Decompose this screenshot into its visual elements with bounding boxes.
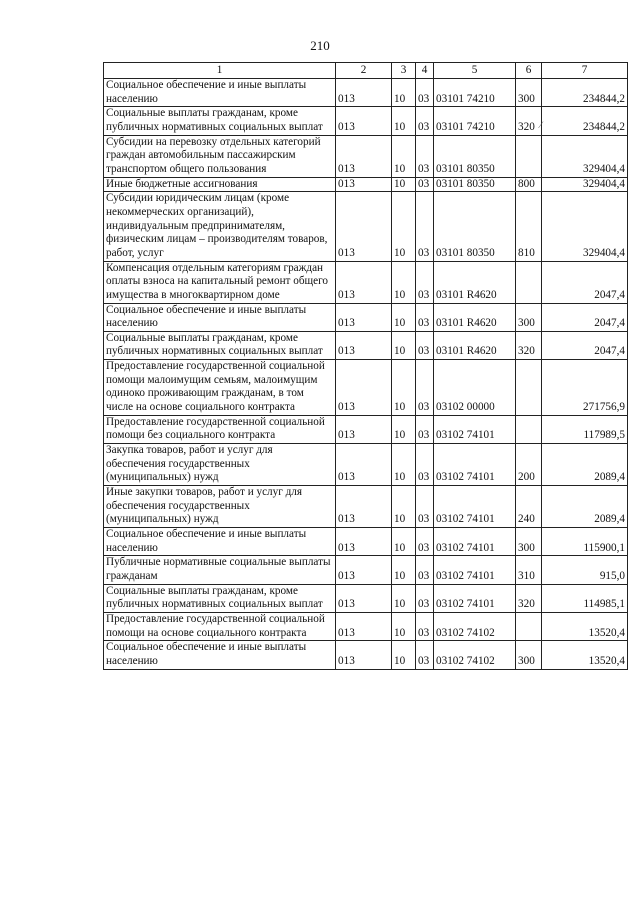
admin-code-cell: 013 [336,360,392,416]
column-header: 7 [542,63,628,79]
expense-type-cell [516,612,542,640]
column-header: 3 [392,63,416,79]
row-name-cell: Иные бюджетные ассигнования [104,177,336,192]
amount-cell: 271756,9 [542,360,628,416]
admin-code-cell: 013 [336,331,392,359]
column-header: 2 [336,63,392,79]
target-article-cell: 03101 R4620 [434,261,516,303]
amount-cell: 114985,1 [542,584,628,612]
section-cell: 10 [392,528,416,556]
table-row [104,528,628,556]
column-header: 5 [434,63,516,79]
table-row [104,360,628,416]
amount-cell: 2089,4 [542,486,628,528]
row-name-cell: Предоставление государственной социальной помощи без социального контракта [104,415,336,443]
admin-code-cell: 013 [336,556,392,584]
section-cell: 10 [392,261,416,303]
subsection-cell: 03 [416,360,434,416]
row-name-cell: Иные закупки товаров, работ и услуг для обеспечения государственных (муниципальных) нужд [104,486,336,528]
row-name-cell: Социальное обеспечение и иные выплаты населению [104,641,336,669]
subsection-cell: 03 [416,135,434,177]
section-cell: 10 [392,331,416,359]
expense-type-cell: 810 [516,192,542,261]
target-article-cell: 03102 74101 [434,415,516,443]
admin-code-cell: 013 [336,612,392,640]
page-number: 210 [310,38,330,53]
target-article-cell: 03102 74101 [434,528,516,556]
target-article-cell: 03102 74101 [434,444,516,486]
amount-cell: 2047,4 [542,261,628,303]
table-row [104,192,628,261]
amount-cell: 329404,4 [542,135,628,177]
table-row [104,135,628,177]
target-article-cell: 03101 80350 [434,135,516,177]
section-cell: 10 [392,612,416,640]
row-name-cell: Социальные выплаты гражданам, кроме публичных нормативных социальных выплат [104,331,336,359]
target-article-cell: 03102 74102 [434,612,516,640]
section-cell: 10 [392,360,416,416]
subsection-cell: 03 [416,79,434,107]
table-row [104,584,628,612]
row-name-cell: Субсидии на перевозку отдельных категорий граждан автомобильным пассажирским транспортом общего пользования [104,135,336,177]
table-row [104,415,628,443]
section-cell: 10 [392,584,416,612]
budget-table [103,62,628,670]
subsection-cell: 03 [416,584,434,612]
subsection-cell: 03 [416,444,434,486]
column-header: 4 [416,63,434,79]
amount-cell: 915,0 [542,556,628,584]
target-article-cell: 03101 80350 [434,177,516,192]
amount-cell: 2089,4 [542,444,628,486]
column-header: 1 [104,63,336,79]
subsection-cell: 03 [416,486,434,528]
admin-code-cell: 013 [336,107,392,135]
expense-type-cell: 320 [516,107,542,135]
amount-cell: 2047,4 [542,331,628,359]
table-row [104,107,628,135]
pen-mark-icon: ∕ [540,120,542,131]
target-article-cell: 03101 80350 [434,192,516,261]
section-cell: 10 [392,641,416,669]
subsection-cell: 03 [416,303,434,331]
table-row [104,177,628,192]
table-row [104,79,628,107]
amount-cell: 117989,5 [542,415,628,443]
row-name-cell: Социальное обеспечение и иные выплаты населению [104,79,336,107]
expense-type-cell: 240 [516,486,542,528]
amount-cell: 2047,4 [542,303,628,331]
column-header: 6 [516,63,542,79]
admin-code-cell: 013 [336,303,392,331]
amount-cell: 329404,4 [542,192,628,261]
section-cell: 10 [392,556,416,584]
target-article-cell: 03101 74210 [434,79,516,107]
admin-code-cell: 013 [336,415,392,443]
admin-code-cell: 013 [336,641,392,669]
admin-code-cell: 013 [336,261,392,303]
target-article-cell: 03101 R4620 [434,331,516,359]
subsection-cell: 03 [416,556,434,584]
table-row [104,612,628,640]
row-name-cell: Социальное обеспечение и иные выплаты населению [104,528,336,556]
expense-type-cell [516,261,542,303]
admin-code-cell: 013 [336,486,392,528]
subsection-cell: 03 [416,528,434,556]
section-cell: 10 [392,192,416,261]
table-row [104,486,628,528]
section-cell: 10 [392,135,416,177]
admin-code-cell: 013 [336,79,392,107]
row-name-cell: Предоставление государственной социальной помощи на основе социального контракта [104,612,336,640]
target-article-cell: 03102 00000 [434,360,516,416]
section-cell: 10 [392,79,416,107]
target-article-cell: 03102 74101 [434,486,516,528]
table-row [104,261,628,303]
admin-code-cell: 013 [336,584,392,612]
section-cell: 10 [392,415,416,443]
amount-cell: 115900,1 [542,528,628,556]
row-name-cell: Социальные выплаты гражданам, кроме публичных нормативных социальных выплат [104,107,336,135]
amount-cell: 234844,2 [542,79,628,107]
subsection-cell: 03 [416,641,434,669]
subsection-cell: 03 [416,177,434,192]
subsection-cell: 03 [416,331,434,359]
expense-type-cell: 300 [516,303,542,331]
table-row [104,641,628,669]
row-name-cell: Публичные нормативные социальные выплаты гражданам [104,556,336,584]
row-name-cell: Закупка товаров, работ и услуг для обеспечения государственных (муниципальных) нужд [104,444,336,486]
subsection-cell: 03 [416,415,434,443]
table-header-row [104,63,628,79]
expense-type-cell [516,415,542,443]
row-name-cell: Социальные выплаты гражданам, кроме публичных нормативных социальных выплат [104,584,336,612]
table-row [104,303,628,331]
amount-cell: 13520,4 [542,641,628,669]
section-cell: 10 [392,303,416,331]
admin-code-cell: 013 [336,528,392,556]
target-article-cell: 03102 74101 [434,584,516,612]
expense-type-cell: 320 [516,584,542,612]
row-name-cell: Предоставление государственной социальной помощи малоимущим семьям, малоимущим одиноко проживающим гражданам, в том числе на основе социального контракта [104,360,336,416]
expense-type-cell: 300 [516,641,542,669]
section-cell: 10 [392,107,416,135]
amount-cell: 329404,4 [542,177,628,192]
target-article-cell: 03101 R4620 [434,303,516,331]
table-body [104,79,628,670]
table-row [104,444,628,486]
admin-code-cell: 013 [336,135,392,177]
subsection-cell: 03 [416,192,434,261]
expense-type-cell: 300 [516,528,542,556]
subsection-cell: 03 [416,612,434,640]
row-name-cell: Компенсация отдельным категориям граждан оплаты взноса на капитальный ремонт общего имущества в многоквартирном доме [104,261,336,303]
expense-type-cell: 200 [516,444,542,486]
amount-cell: 234844,2 [542,107,628,135]
section-cell: 10 [392,444,416,486]
admin-code-cell: 013 [336,444,392,486]
expense-type-cell: 310 [516,556,542,584]
subsection-cell: 03 [416,107,434,135]
row-name-cell: Социальное обеспечение и иные выплаты населению [104,303,336,331]
target-article-cell: 03101 74210 [434,107,516,135]
table-row [104,556,628,584]
expense-type-cell [516,135,542,177]
row-name-cell: Субсидии юридическим лицам (кроме некоммерческих организаций), индивидуальным предпринимателям, физическим лицам – производителям товаров, работ, услуг [104,192,336,261]
subsection-cell: 03 [416,261,434,303]
admin-code-cell: 013 [336,177,392,192]
admin-code-cell: 013 [336,192,392,261]
target-article-cell: 03102 74101 [434,556,516,584]
expense-type-cell: 800 [516,177,542,192]
section-cell: 10 [392,486,416,528]
expense-type-cell: 320 [516,331,542,359]
expense-type-cell: 300 [516,79,542,107]
section-cell: 10 [392,177,416,192]
table-row [104,331,628,359]
expense-type-cell [516,360,542,416]
target-article-cell: 03102 74102 [434,641,516,669]
amount-cell: 13520,4 [542,612,628,640]
